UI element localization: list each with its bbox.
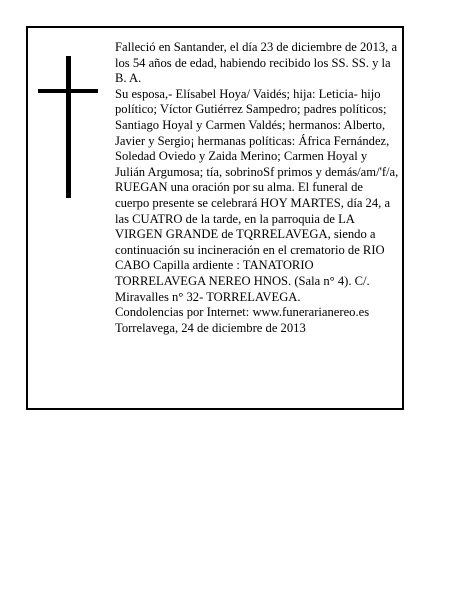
text-line: Soledad Oviedo y Zaida Merino; Carmen Hoyal y (115, 149, 368, 164)
text-line: Su esposa,- Elísabel Hoya/ Vaidés; hija: Leticia- hijo (115, 86, 381, 101)
cross-horizontal-bar (38, 89, 98, 93)
text-line: CABO Capilla ardiente : TANATORIO (115, 258, 314, 273)
text-line: Miravalles n° 32- TORRELAVEGA. (115, 289, 301, 304)
cross-vertical-bar (66, 56, 71, 198)
obituary-text (115, 40, 400, 336)
text-line: continuación su incineración en el crematorio de RIO (115, 242, 385, 257)
text-line: Torrelavega, 24 de diciembre de 2013 (115, 320, 306, 335)
text-line: las CUATRO de la tarde, en la parroquia de LA (115, 211, 355, 226)
text-line: Condolencias por Internet: www.funerarianereo.es (115, 305, 370, 320)
text-line: Santiago Hoyal y Carmen Valdés; hermanos: Alberto, (115, 117, 386, 132)
text-line: Javier y Sergio¡ hermanas políticas: África Fernández, (115, 133, 390, 148)
cross-icon (38, 56, 98, 198)
text-line: VIRGEN GRANDE de TQRRELAVEGA, siendo a (115, 227, 376, 242)
text-line: B. A. (115, 71, 142, 86)
text-line: Julián Argumosa; tía, sobrinoSf primos y demás/am/'f/a, (115, 164, 399, 179)
text-line: RUEGAN una oración por su alma. El funeral de (115, 180, 363, 195)
text-line: político; Víctor Gutiérrez Sampedro; padres políticos; (115, 102, 387, 117)
text-line: Falleció en Santander, el día 23 de diciembre de 2013, a (115, 40, 398, 54)
text-line: TORRELAVEGA NEREO HNOS. (Sala n° 4). C/. (115, 273, 370, 288)
text-line: cuerpo presente se celebrará HOY MARTES, día 24, a (115, 195, 391, 210)
text-line: los 54 años de edad, habiendo recibido los SS. SS. y la (115, 55, 391, 70)
obituary-notice (26, 26, 404, 410)
